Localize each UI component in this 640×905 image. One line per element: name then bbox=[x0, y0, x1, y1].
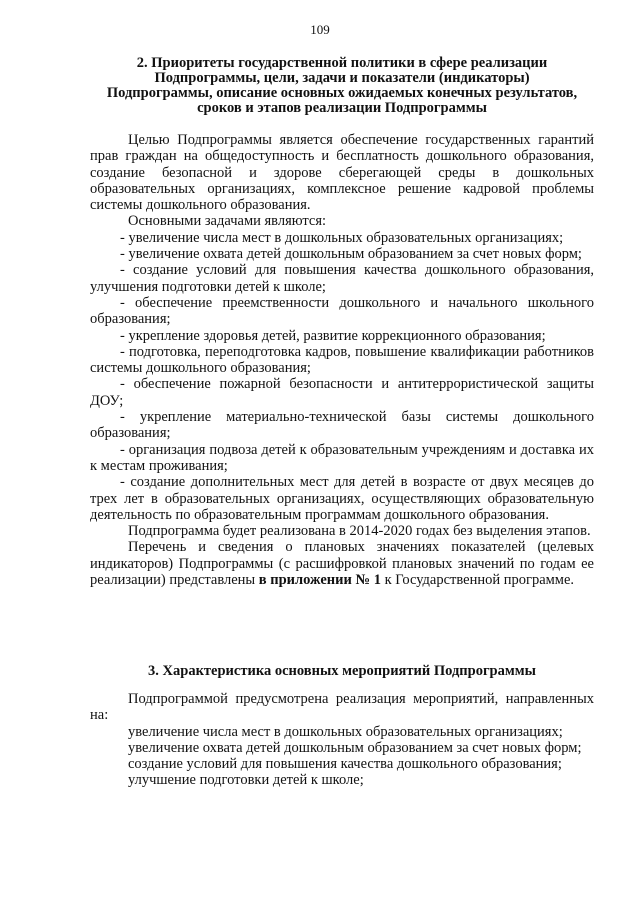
measures-intro: Подпрограммой предусмотрена реализация мероприятий, направленных на: bbox=[90, 691, 594, 724]
task-item: - создание условий для повышения качества дошкольного образования, улучшения подготовки детей к школе; bbox=[90, 262, 594, 295]
task-item: - увеличение охвата детей дошкольным образованием за счет новых форм; bbox=[120, 246, 582, 263]
task-item: - укрепление здоровья детей, развитие коррекционного образования; bbox=[120, 327, 546, 344]
section-2-heading bbox=[90, 56, 594, 116]
appendix-reference: в приложении № 1 bbox=[258, 572, 381, 589]
indicators-paragraph bbox=[90, 539, 594, 588]
indicators-text-before: Перечень и сведения о плановых значениях показателей (целевых индикаторов) Подпрограммы (с расшифровкой плановых значений по годам ее реализации) представлены bbox=[90, 539, 594, 589]
task-item: - организация подвоза детей к образовательным учреждениям и доставка их к местам проживания; bbox=[90, 441, 594, 474]
section-3-heading bbox=[90, 664, 594, 679]
section-2-title-line-3: Подпрограммы, описание основных ожидаемых конечных результатов, bbox=[106, 85, 578, 101]
section-3-body bbox=[90, 691, 594, 789]
measure-item: улучшение подготовки детей к школе; bbox=[128, 772, 364, 789]
indicators-text-after: к Государственной программе. bbox=[380, 572, 575, 589]
section-2-title-line-1: 2. Приоритеты государственной политики в сфере реализации bbox=[136, 55, 548, 71]
task-item: - создание дополнительных мест для детей в возрасте от двух месяцев до трех лет в образовательных организациях, осуществляющих образовательную деятельность по образовательным программам дошкольного образования. bbox=[90, 474, 594, 523]
section-2-body bbox=[90, 132, 594, 588]
task-item: - обеспечение преемственности дошкольного и начального школьного образования; bbox=[90, 294, 594, 328]
task-item: - укрепление материально-технической базы системы дошкольного образования; bbox=[90, 409, 594, 442]
tasks-intro: Основными задачами являются: bbox=[128, 213, 327, 230]
task-item: - подготовка, переподготовка кадров, повышение квалификации работников системы дошкольного образования; bbox=[90, 343, 594, 377]
page-number: 109 bbox=[310, 22, 330, 37]
task-item: - увеличение числа мест в дошкольных образовательных организациях; bbox=[120, 229, 564, 246]
term-paragraph: Подпрограмма будет реализована в 2014-2020 годах без выделения этапов. bbox=[128, 523, 591, 540]
section-2-title-line-2: Подпрограммы, цели, задачи и показатели (индикаторы) bbox=[154, 70, 530, 86]
task-item: - обеспечение пожарной безопасности и антитеррористической защиты ДОУ; bbox=[90, 376, 594, 409]
measure-item: создание условий для повышения качества дошкольного образования; bbox=[128, 756, 562, 773]
section-2-title-line-4: сроков и этапов реализации Подпрограммы bbox=[197, 100, 487, 116]
measure-item: увеличение охвата детей дошкольным образованием за счет новых форм; bbox=[128, 739, 582, 756]
goal-paragraph: Целью Подпрограммы является обеспечение государственных гарантий прав граждан на общедоступность и бесплатность дошкольного образования, создание безопасной и здорове сберегающей среды в дошкольных образовательных организациях, комплексное решение кадровой проблемы системы дошкольного образования. bbox=[90, 132, 594, 214]
section-3-title: 3. Характеристика основных мероприятий Подпрограммы bbox=[148, 663, 536, 679]
measure-item: увеличение числа мест в дошкольных образовательных организациях; bbox=[128, 723, 563, 740]
